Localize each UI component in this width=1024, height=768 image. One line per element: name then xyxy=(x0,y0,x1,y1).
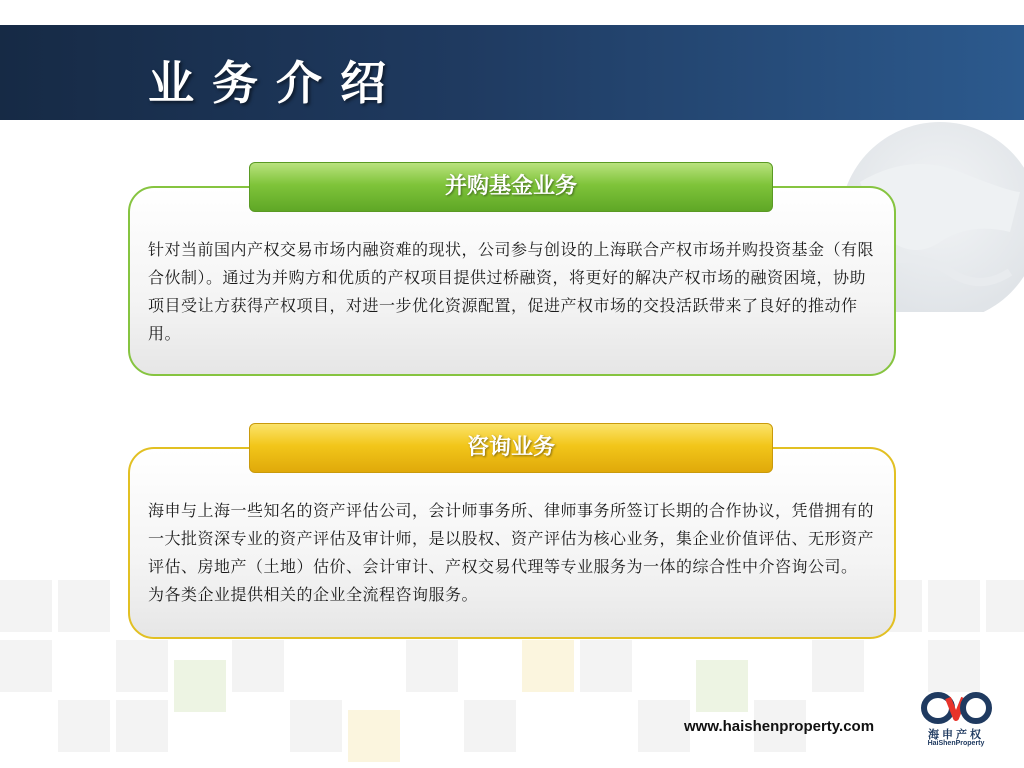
section-paragraph: 海申与上海一些知名的资产评估公司，会计师事务所、律师事务所签订长期的合作协议，凭借拥有的一大批资深专业的资产评估及审计师，是以股权、资产评估为核心业务，集企业价值评估、无形资产评估、房地产（土地）估价、会计审计、产权交易代理等专业服务为一体的综合性中介咨询公司。 xyxy=(148,501,875,576)
section-title-ma-fund: 并购基金业务 xyxy=(249,162,773,212)
section-body-ma-fund xyxy=(148,236,876,348)
logo-chinese-name: 海申产权 xyxy=(928,728,984,741)
section-body-consulting xyxy=(148,497,876,609)
section-card-consulting xyxy=(128,447,896,639)
website-link[interactable]: www.haishenproperty.com xyxy=(684,718,875,735)
page-title: 业务介绍 xyxy=(148,56,404,110)
section-paragraph: 针对当前国内产权交易市场内融资难的现状，公司参与创设的上海联合产权市场并购投资基金（有限合伙制）。通过为并购方和优质的产权项目提供过桥融资，将更好的解决产权市场的融资困境，协助项目受让方获得产权项目，对进一步优化资源配置，促进产权市场的交投活跃带来了良好的推动作用。 xyxy=(148,240,875,343)
header-banner xyxy=(0,25,1024,120)
section-title-consulting: 咨询业务 xyxy=(249,423,773,473)
logo-english-name: HaiShenProperty xyxy=(927,740,985,747)
section-card-ma-fund xyxy=(128,186,896,376)
section-paragraph: 为各类企业提供相关的企业全流程咨询服务。 xyxy=(148,585,479,604)
